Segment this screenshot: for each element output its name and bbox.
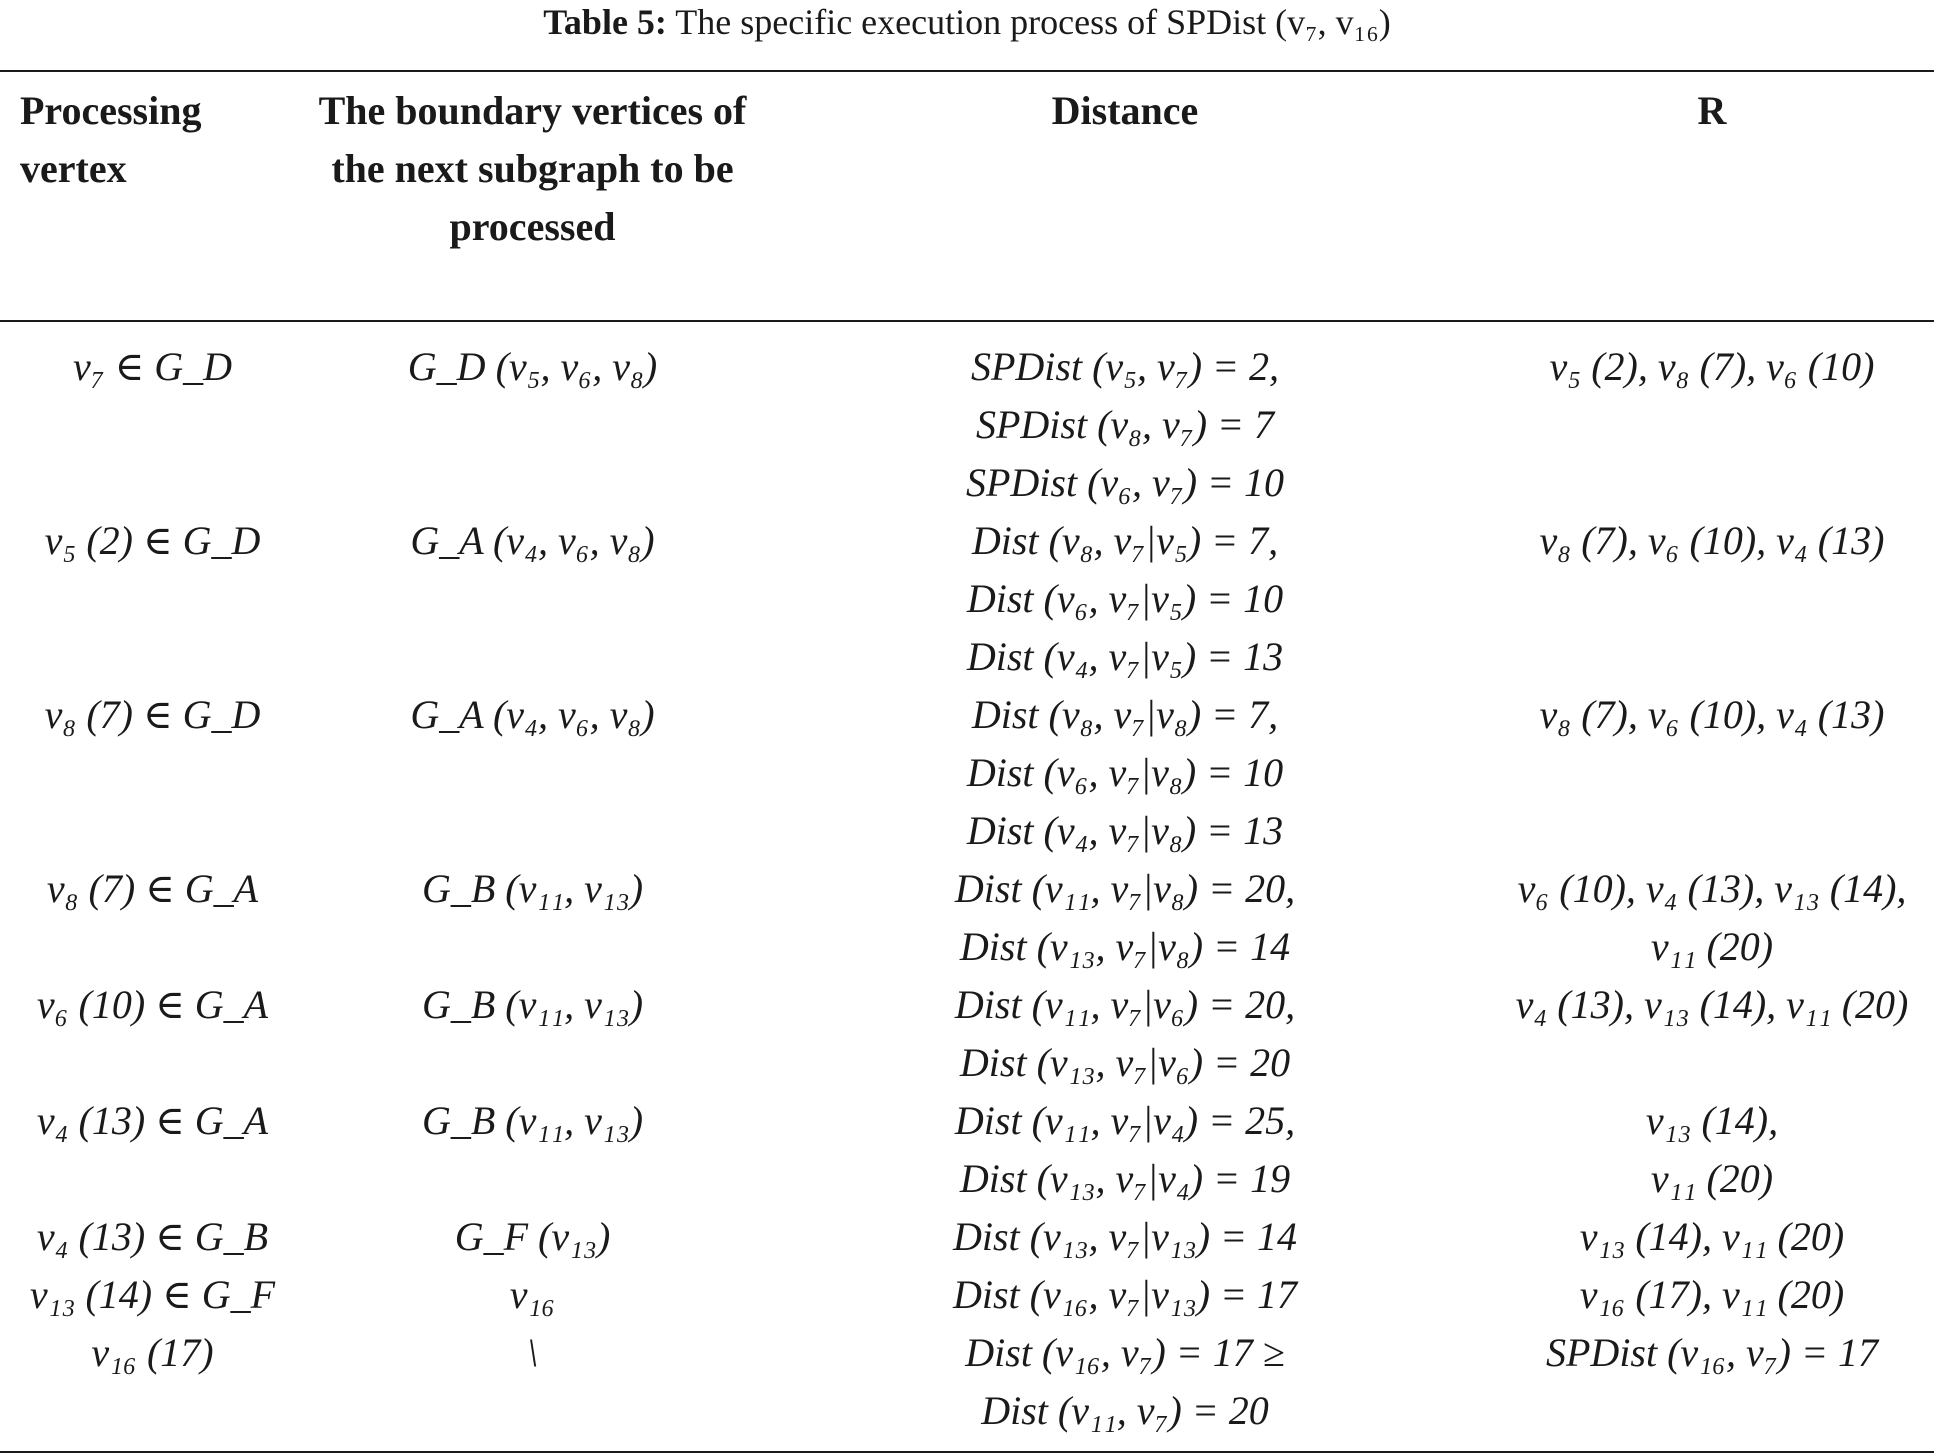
cell-line: v₈ (7), v₆ (10), v₄ (13) <box>1539 518 1885 563</box>
cell-processing-vertex <box>0 976 305 1092</box>
cell-distance <box>760 512 1490 686</box>
cell-line: v₁₆ <box>509 1272 556 1317</box>
cell-line: v₈ (7) ∈ G_D <box>44 692 261 737</box>
cell-line: v₁₆ (17), v₁₁ (20) <box>1579 1272 1845 1317</box>
cell-r <box>1490 1092 1934 1208</box>
cell-processing-vertex <box>0 330 305 512</box>
table-row <box>0 1092 1934 1208</box>
cell-distance <box>760 1092 1490 1208</box>
cell-line: Dist (v₁₆, v₇|v₁₃) = 17 <box>952 1272 1298 1317</box>
cell-line: v₄ (13), v₁₃ (14), v₁₁ (20) <box>1515 982 1909 1027</box>
cell-r <box>1490 1266 1934 1324</box>
bottom-rule <box>0 1451 1934 1453</box>
cell-line: v₁₃ (14), v₁₁ (20) <box>1579 1214 1845 1259</box>
cell-line: v₅ (2), v₈ (7), v₆ (10) <box>1549 344 1875 389</box>
cell-line: Dist (v₁₆, v₇) = 17 ≥ <box>965 1330 1285 1375</box>
cell-r <box>1490 1208 1934 1266</box>
cell-line: Dist (v₁₃, v₇|v₁₃) = 14 <box>952 1214 1298 1259</box>
cell-line: SPDist (v₆, v₇) = 10 <box>965 460 1285 505</box>
table-row <box>0 860 1934 976</box>
cell-line: Dist (v₆, v₇|v₅) = 10 <box>966 576 1284 621</box>
cell-line: SPDist (v₈, v₇) = 7 <box>975 402 1275 447</box>
cell-distance <box>760 1324 1490 1440</box>
cell-line: Dist (v₄, v₇|v₅) = 13 <box>966 634 1284 679</box>
table-row <box>0 330 1934 512</box>
table-row <box>0 976 1934 1092</box>
cell-line: G_B (v₁₁, v₁₃) <box>421 982 644 1027</box>
cell-r <box>1490 330 1934 512</box>
cell-boundary-vertices <box>305 860 760 976</box>
cell-boundary-vertices <box>305 976 760 1092</box>
cell-boundary-vertices <box>305 1266 760 1324</box>
cell-line: G_A (v₄, v₆, v₈) <box>410 518 655 563</box>
cell-r <box>1490 686 1934 860</box>
table-row <box>0 686 1934 860</box>
cell-line: G_A (v₄, v₆, v₈) <box>410 692 655 737</box>
process-table <box>0 72 1934 1440</box>
table-row <box>0 1208 1934 1266</box>
cell-line: \ <box>526 1330 539 1375</box>
table-row <box>0 1266 1934 1324</box>
cell-processing-vertex <box>0 686 305 860</box>
cell-processing-vertex <box>0 860 305 976</box>
caption-text: The specific execution process of SPDist (v₇, v₁₆) <box>666 2 1391 42</box>
cell-line: Dist (v₁₁, v₇|v₆) = 20, <box>954 982 1296 1027</box>
cell-distance <box>760 330 1490 512</box>
cell-line: Dist (v₈, v₇|v₈) = 7, <box>971 692 1279 737</box>
cell-line: v₅ (2) ∈ G_D <box>44 518 261 563</box>
cell-distance <box>760 1208 1490 1266</box>
header-boundary-vertices: The boundary vertices of the next subgraph to be processed <box>318 88 747 249</box>
cell-line: v₄ (13) ∈ G_A <box>36 1098 269 1143</box>
table-body <box>0 330 1934 1440</box>
cell-processing-vertex <box>0 1092 305 1208</box>
cell-line: v₁₆ (17) <box>91 1330 214 1375</box>
table-caption <box>0 0 1934 44</box>
cell-boundary-vertices <box>305 686 760 860</box>
cell-boundary-vertices <box>305 1324 760 1440</box>
cell-line: SPDist (v₅, v₇) = 2, <box>970 344 1280 389</box>
cell-line: SPDist (v₁₆, v₇) = 17 <box>1546 1330 1878 1375</box>
cell-line: Dist (v₆, v₇|v₈) = 10 <box>966 750 1284 795</box>
cell-processing-vertex <box>0 1208 305 1266</box>
cell-r <box>1490 1324 1934 1440</box>
cell-line: G_D (v₅, v₆, v₈) <box>407 344 658 389</box>
cell-line: Dist (v₁₁, v₇) = 20 <box>981 1388 1269 1433</box>
header-processing-vertex: Processing vertex <box>20 88 202 191</box>
cell-distance <box>760 1266 1490 1324</box>
cell-line: v₆ (10) ∈ G_A <box>36 982 269 1027</box>
cell-line: Dist (v₁₁, v₇|v₈) = 20, <box>954 866 1296 911</box>
cell-distance <box>760 976 1490 1092</box>
cell-r <box>1490 512 1934 686</box>
cell-boundary-vertices <box>305 1092 760 1208</box>
header-row <box>0 72 1934 330</box>
header-r: R <box>1697 88 1727 133</box>
cell-line: v₈ (7) ∈ G_A <box>46 866 259 911</box>
cell-line: G_B (v₁₁, v₁₃) <box>421 866 644 911</box>
cell-boundary-vertices <box>305 1208 760 1266</box>
cell-line: v₈ (7), v₆ (10), v₄ (13) <box>1539 692 1885 737</box>
cell-line: Dist (v₁₁, v₇|v₄) = 25, <box>954 1098 1296 1143</box>
cell-line: Dist (v₈, v₇|v₅) = 7, <box>971 518 1279 563</box>
cell-distance <box>760 860 1490 976</box>
table-row <box>0 1324 1934 1440</box>
cell-line: Dist (v₁₃, v₇|v₆) = 20 <box>959 1040 1291 1085</box>
cell-processing-vertex <box>0 512 305 686</box>
table-row <box>0 512 1934 686</box>
cell-line: Dist (v₄, v₇|v₈) = 13 <box>966 808 1284 853</box>
cell-processing-vertex <box>0 1324 305 1440</box>
cell-line: v₇ ∈ G_D <box>72 344 233 389</box>
cell-r <box>1490 860 1934 976</box>
header-distance: Distance <box>1051 88 1199 133</box>
cell-line: Dist (v₁₃, v₇|v₄) = 19 <box>959 1156 1291 1201</box>
cell-distance <box>760 686 1490 860</box>
cell-boundary-vertices <box>305 330 760 512</box>
cell-line: v₄ (13) ∈ G_B <box>36 1214 269 1259</box>
cell-line: v₁₃ (14) ∈ G_F <box>29 1272 276 1317</box>
caption-label: Table 5: <box>543 2 667 42</box>
cell-line: G_B (v₁₁, v₁₃) <box>421 1098 644 1143</box>
cell-line: G_F (v₁₃) <box>454 1214 611 1259</box>
cell-line: v₁₃ (14), <box>1645 1098 1779 1143</box>
cell-boundary-vertices <box>305 512 760 686</box>
cell-line: v₁₁ (20) <box>1650 924 1774 969</box>
cell-processing-vertex <box>0 1266 305 1324</box>
cell-r <box>1490 976 1934 1092</box>
cell-line: v₁₁ (20) <box>1650 1156 1774 1201</box>
cell-line: v₆ (10), v₄ (13), v₁₃ (14), <box>1517 866 1907 911</box>
cell-line: Dist (v₁₃, v₇|v₈) = 14 <box>959 924 1291 969</box>
